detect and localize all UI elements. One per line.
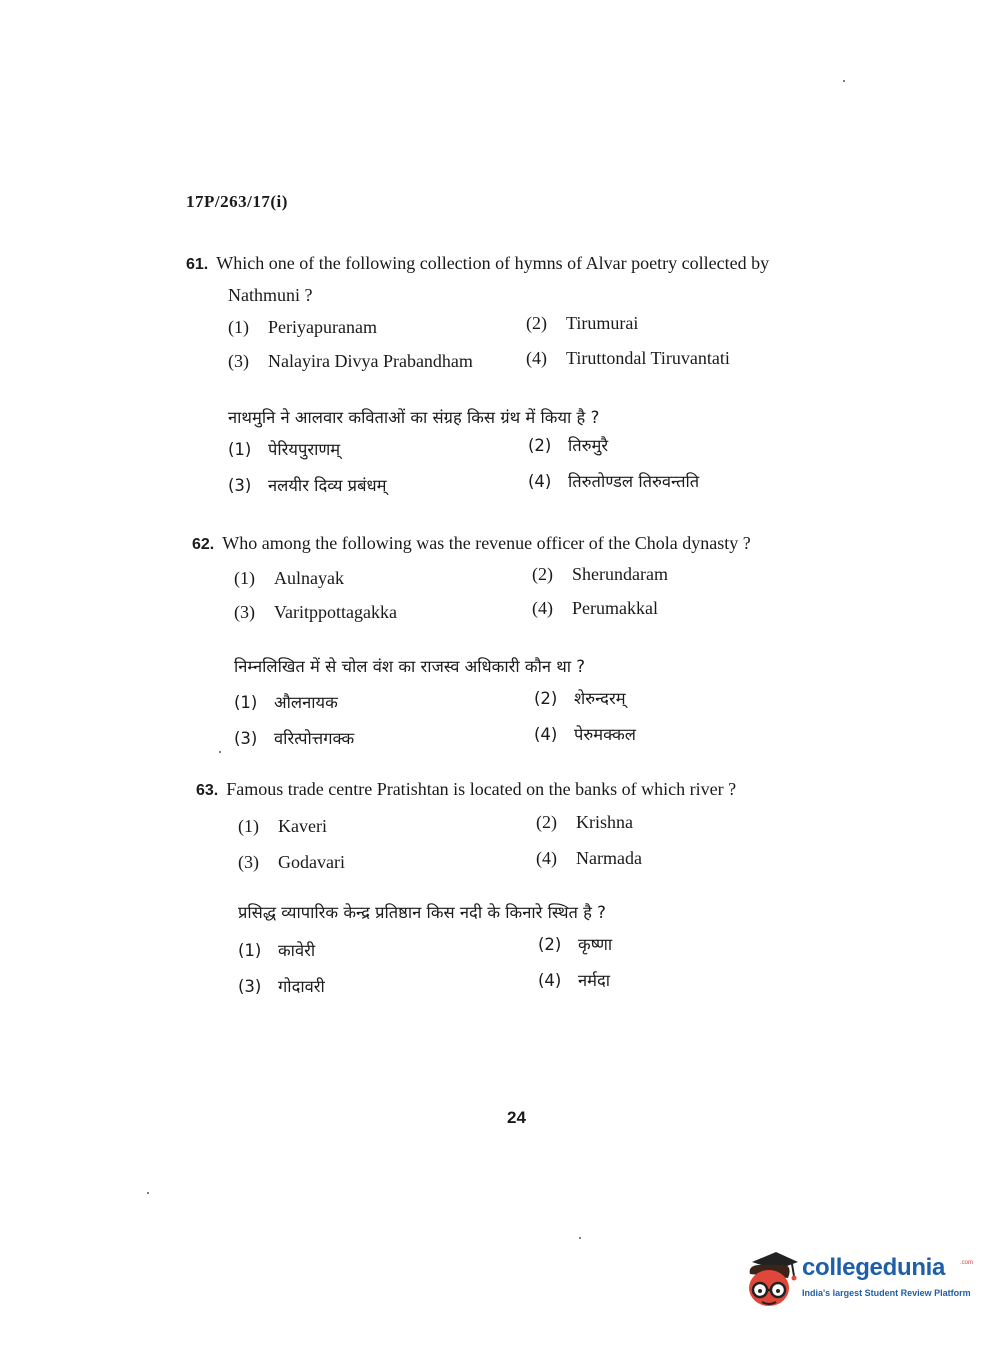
option-marker: (2)	[538, 935, 562, 954]
collegedunia-logo[interactable]	[742, 1248, 972, 1312]
option-marker: (2)	[532, 564, 553, 584]
logo-suffix: .com	[960, 1260, 974, 1266]
option-marker: (1)	[238, 941, 262, 960]
option-1	[234, 690, 338, 713]
option-4	[536, 848, 642, 869]
option-label: Krishna	[576, 812, 633, 832]
question-text: Who among the following was the revenue officer of the Chola dynasty ?	[222, 533, 751, 553]
paper-code: 17P/263/17(i)	[186, 192, 288, 211]
option-label: Tirumurai	[566, 313, 639, 333]
option-label: गोदावरी	[278, 977, 325, 996]
question-number: 62.	[192, 536, 215, 553]
option-label: Kaveri	[278, 816, 327, 836]
logo-wordmark: collegedunia	[802, 1254, 946, 1281]
option-4	[532, 598, 658, 619]
option-2	[534, 686, 626, 709]
options-en	[196, 812, 816, 884]
option-3	[234, 602, 397, 623]
option-marker: (4)	[526, 348, 547, 368]
question-number: 61.	[186, 256, 209, 273]
option-3	[234, 726, 354, 749]
question-text-en	[192, 528, 812, 560]
option-label: नलयीर दिव्य प्रबंधम्	[268, 476, 387, 495]
option-2	[538, 932, 612, 955]
option-label: Periyapuranam	[268, 317, 377, 337]
question-text-en	[186, 248, 806, 311]
question-number: 63.	[196, 782, 219, 799]
scan-speck	[843, 80, 845, 82]
option-1	[228, 317, 377, 338]
option-2	[532, 564, 668, 585]
option-label: Aulnayak	[274, 568, 344, 588]
option-label: तिरुतोण्डल तिरुवन्तति	[568, 472, 700, 491]
option-marker: (2)	[528, 436, 552, 455]
option-marker: (1)	[228, 317, 249, 337]
option-label: Narmada	[576, 848, 642, 868]
option-marker: (4)	[532, 598, 553, 618]
option-marker: (1)	[234, 568, 255, 588]
option-2	[536, 812, 633, 833]
option-marker: (4)	[534, 725, 558, 744]
option-4	[538, 968, 610, 991]
page-number: 24	[507, 1108, 526, 1127]
option-label: Tiruttondal Tiruvantati	[566, 348, 730, 368]
option-marker: (4)	[538, 971, 562, 990]
option-marker: (2)	[534, 689, 558, 708]
option-3	[228, 351, 473, 372]
option-2	[528, 433, 608, 456]
option-4	[528, 469, 699, 492]
option-label: वरित्पोत्तगक्क	[274, 729, 355, 748]
scan-speck	[219, 751, 221, 753]
question-text: Famous trade centre Pratishtan is located on the banks of which river ?	[226, 779, 737, 799]
option-marker: (1)	[238, 816, 259, 836]
options-en	[186, 313, 806, 389]
scan-speck	[147, 1192, 149, 1194]
question-text-hi: प्रसिद्ध व्यापारिक केन्द्र प्रतिष्ठान किस नदी के किनारे स्थित है ?	[238, 903, 606, 922]
option-label: नर्मदा	[578, 971, 611, 990]
question-61	[186, 248, 806, 509]
options-en	[192, 564, 812, 636]
option-4	[526, 348, 730, 369]
options-hi	[192, 686, 812, 758]
option-3	[238, 974, 325, 997]
option-2	[526, 313, 638, 334]
mascot-icon	[742, 1248, 800, 1310]
option-marker: (4)	[536, 848, 557, 868]
option-1	[228, 437, 340, 460]
option-marker: (1)	[234, 693, 258, 712]
option-4	[534, 722, 636, 745]
option-label: पेरियपुराणम्	[268, 440, 341, 459]
option-marker: (3)	[234, 729, 258, 748]
option-label: Nalayira Divya Prabandham	[268, 351, 473, 371]
options-hi	[186, 437, 806, 509]
question-text-hi: निम्नलिखित में से चोल वंश का राजस्व अधिकारी कौन था ?	[234, 657, 586, 676]
option-label: Varitppottagakka	[274, 602, 397, 622]
option-label: तिरुमुरै	[568, 436, 609, 455]
option-marker: (1)	[228, 440, 252, 459]
option-1	[234, 568, 344, 589]
option-marker: (3)	[228, 351, 249, 371]
option-label: Perumakkal	[572, 598, 658, 618]
option-label: कावेरी	[278, 941, 316, 960]
option-marker: (3)	[228, 476, 252, 495]
option-label: कृष्णा	[578, 935, 613, 954]
option-marker: (3)	[234, 602, 255, 622]
option-label: पेरुमक्कल	[574, 725, 636, 744]
option-label: Sherundaram	[572, 564, 668, 584]
option-label: शेरुन्दरम्	[574, 689, 626, 708]
logo-tagline: India's largest Student Review Platform	[802, 1288, 971, 1298]
option-3	[238, 852, 345, 873]
question-text-en	[196, 774, 828, 806]
scan-speck	[579, 1237, 581, 1239]
option-1	[238, 816, 327, 837]
question-text: Which one of the following collection of hymns of Alvar poetry collected by Nathmuni ?	[216, 253, 770, 305]
option-1	[238, 938, 315, 961]
option-marker: (4)	[528, 472, 552, 491]
options-hi	[196, 932, 816, 1004]
option-label: Godavari	[278, 852, 345, 872]
option-label: औलनायक	[274, 693, 338, 712]
option-marker: (2)	[536, 812, 557, 832]
question-62	[192, 528, 812, 758]
question-text-hi: नाथमुनि ने आलवार कविताओं का संग्रह किस ग्रंथ में किया है ?	[228, 408, 600, 427]
option-marker: (2)	[526, 313, 547, 333]
option-3	[228, 473, 387, 496]
option-marker: (3)	[238, 852, 259, 872]
question-63	[196, 774, 816, 1004]
option-marker: (3)	[238, 977, 262, 996]
